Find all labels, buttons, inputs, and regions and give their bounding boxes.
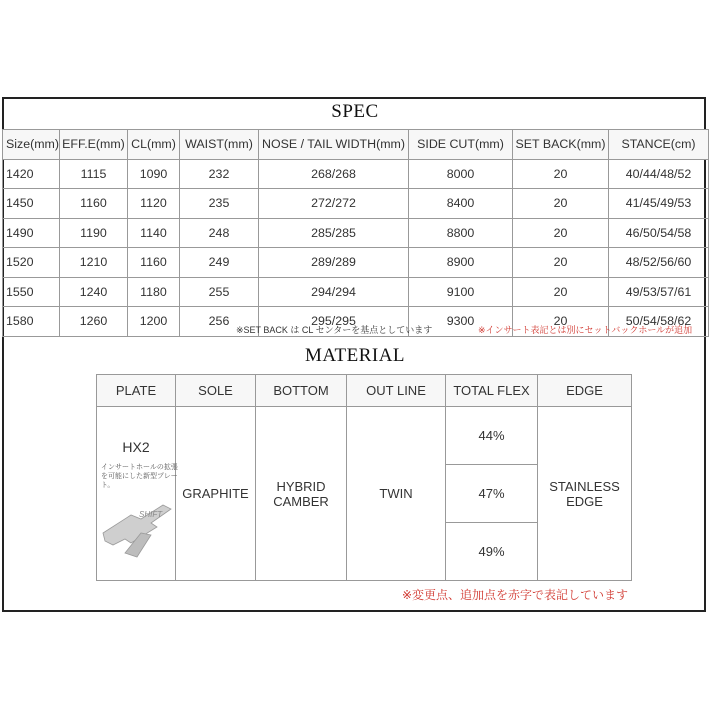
flex-cell: 49% bbox=[446, 523, 538, 581]
spec-cell: 232 bbox=[180, 159, 259, 189]
spec-cell: 1490 bbox=[3, 218, 60, 248]
spec-table bbox=[2, 129, 709, 337]
spec-cell: 295/295 bbox=[259, 307, 409, 337]
spec-cell: 1160 bbox=[60, 189, 128, 219]
spec-cell: 235 bbox=[180, 189, 259, 219]
spec-header-cell: WAIST(mm) bbox=[180, 130, 259, 160]
spec-header-cell: SET BACK(mm) bbox=[513, 130, 609, 160]
spec-cell: 8800 bbox=[409, 218, 513, 248]
material-header-cell: OUT LINE bbox=[347, 375, 446, 407]
spec-row bbox=[3, 248, 709, 278]
outline-cell: TWIN bbox=[347, 407, 446, 581]
spec-cell: 285/285 bbox=[259, 218, 409, 248]
material-header-cell: BOTTOM bbox=[256, 375, 347, 407]
spec-header-row bbox=[3, 130, 709, 160]
spec-cell: 9300 bbox=[409, 307, 513, 337]
spec-cell: 8400 bbox=[409, 189, 513, 219]
spec-cell: 8900 bbox=[409, 248, 513, 278]
spec-cell: 1160 bbox=[128, 248, 180, 278]
edge-cell: STAINLESS EDGE bbox=[538, 407, 632, 581]
spec-cell: 20 bbox=[513, 248, 609, 278]
plate-description: インサートホールの拡張 を可能にした新型プレー ト。 bbox=[101, 464, 178, 489]
spec-cell: 49/53/57/61 bbox=[609, 277, 709, 307]
spec-cell: 272/272 bbox=[259, 189, 409, 219]
spec-cell: 1090 bbox=[128, 159, 180, 189]
material-title: MATERIAL bbox=[304, 345, 406, 366]
spec-header-cell: Size(mm) bbox=[3, 130, 60, 160]
spec-title: SPEC bbox=[331, 101, 379, 122]
spec-header-cell: SIDE CUT(mm) bbox=[409, 130, 513, 160]
spec-cell: 48/52/56/60 bbox=[609, 248, 709, 278]
spec-cell: 294/294 bbox=[259, 277, 409, 307]
spec-cell: 256 bbox=[180, 307, 259, 337]
spec-cell: 1240 bbox=[60, 277, 128, 307]
spec-cell: 20 bbox=[513, 277, 609, 307]
spec-cell: 1520 bbox=[3, 248, 60, 278]
spec-header-cell: EFF.E(mm) bbox=[60, 130, 128, 160]
spec-cell: 1180 bbox=[128, 277, 180, 307]
spec-cell: 9100 bbox=[409, 277, 513, 307]
spec-cell: 1580 bbox=[3, 307, 60, 337]
flex-cell: 44% bbox=[446, 407, 538, 465]
spec-cell: 1115 bbox=[60, 159, 128, 189]
plate-name: HX2 bbox=[122, 439, 150, 455]
plate-image bbox=[101, 493, 173, 563]
spec-row bbox=[3, 277, 709, 307]
spec-cell: 1210 bbox=[60, 248, 128, 278]
material-header-row bbox=[97, 375, 632, 407]
spec-header-cell: NOSE / TAIL WIDTH(mm) bbox=[259, 130, 409, 160]
material-header-cell: SOLE bbox=[176, 375, 256, 407]
material-header-cell: TOTAL FLEX bbox=[446, 375, 538, 407]
plate-cell bbox=[97, 407, 176, 581]
spec-cell: 20 bbox=[513, 218, 609, 248]
flex-cell: 47% bbox=[446, 465, 538, 523]
material-header-cell: EDGE bbox=[538, 375, 632, 407]
bottom-cell: HYBRID CAMBER bbox=[256, 407, 347, 581]
plate-image-text: SHIFT bbox=[139, 510, 163, 519]
spec-cell: 20 bbox=[513, 189, 609, 219]
spec-cell: 41/45/49/53 bbox=[609, 189, 709, 219]
spec-header-cell: CL(mm) bbox=[128, 130, 180, 160]
spec-cell: 1200 bbox=[128, 307, 180, 337]
spec-cell: 255 bbox=[180, 277, 259, 307]
spec-header-cell: STANCE(cm) bbox=[609, 130, 709, 160]
spec-cell: 40/44/48/52 bbox=[609, 159, 709, 189]
spec-cell: 1120 bbox=[128, 189, 180, 219]
spec-cell: 1140 bbox=[128, 218, 180, 248]
spec-cell: 248 bbox=[180, 218, 259, 248]
spec-cell: 289/289 bbox=[259, 248, 409, 278]
spec-cell: 20 bbox=[513, 159, 609, 189]
setback-note: ※SET BACK は CL センターを基点としています bbox=[236, 325, 433, 335]
spec-row bbox=[3, 189, 709, 219]
spec-cell: 268/268 bbox=[259, 159, 409, 189]
spec-cell: 1190 bbox=[60, 218, 128, 248]
changes-note: ※変更点、追加点を赤字で表記しています bbox=[402, 588, 629, 602]
material-table bbox=[96, 374, 632, 581]
spec-cell: 46/50/54/58 bbox=[609, 218, 709, 248]
spec-cell: 1550 bbox=[3, 277, 60, 307]
material-row bbox=[97, 407, 632, 465]
material-header-cell: PLATE bbox=[97, 375, 176, 407]
spec-cell: 50/54/58/62 bbox=[609, 307, 709, 337]
spec-cell: 8000 bbox=[409, 159, 513, 189]
spec-cell: 1260 bbox=[60, 307, 128, 337]
spec-cell: 20 bbox=[513, 307, 609, 337]
spec-cell: 1450 bbox=[3, 189, 60, 219]
spec-row bbox=[3, 218, 709, 248]
spec-cell: 249 bbox=[180, 248, 259, 278]
spec-row bbox=[3, 159, 709, 189]
insert-note: ※インサート表記とは別にセットバックホールが追加 bbox=[478, 325, 693, 335]
sole-cell: GRAPHITE bbox=[176, 407, 256, 581]
spec-cell: 1420 bbox=[3, 159, 60, 189]
